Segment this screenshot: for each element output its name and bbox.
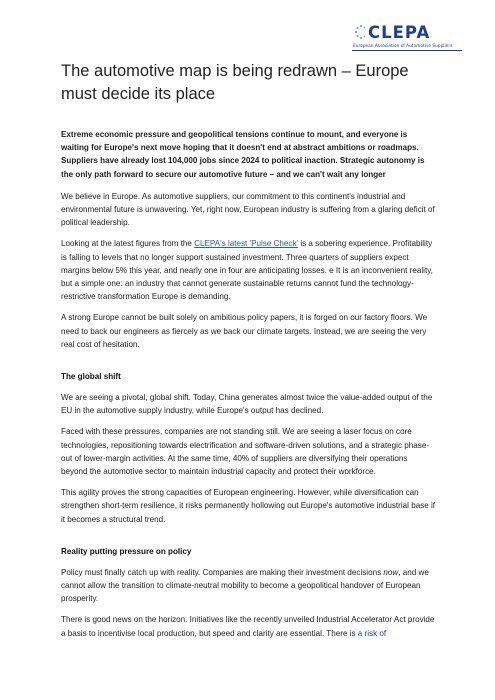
paragraph-text: Looking at the latest figures from the bbox=[61, 239, 195, 249]
paragraph bbox=[61, 566, 436, 606]
logo-rule bbox=[352, 50, 462, 51]
lead-paragraph: Extreme economic pressure and geopolitical tensions continue to mount, and everyone is waiting for Europe's next move hoping that it doesn't end at abstract ambitions or roadmaps. Suppliers have already lost 104,000 jobs since 2024 to political inaction. Strategic autonomy is the only path forward to secure our automotive future – and we can't wait any longer bbox=[61, 130, 425, 179]
clepa-star-icon bbox=[352, 22, 368, 42]
paragraph: Faced with these pressures, companies are not standing still. We are seeing a laser focus on core technologies, repositioning towards electrification and software-driven solutions, and a strategic phase-out of lower-margin activities. At the same time, 40% of suppliers are diversifying their operations beyond the automotive sector to maintain industrial capacity and protect their workforce. bbox=[61, 427, 430, 477]
paragraph bbox=[61, 613, 436, 639]
emphasis-text: now bbox=[383, 567, 399, 577]
paragraph: We believe in Europe. As automotive suppliers, our commitment to this continent's industrial and environmental future is unwavering. Yet, right now, European industry is suffering from a glaring deficit of political leadership. bbox=[61, 191, 435, 228]
paragraph: We are seeing a pivotal, global shift. Today, China generates almost twice the value-added output of the EU in the automotive supply industry, while Europe's output has declined. bbox=[61, 393, 433, 416]
paragraph-text: Policy must finally catch up with reality. Companies are making their investment decisions bbox=[61, 567, 384, 577]
article-body bbox=[61, 128, 436, 648]
paragraph: A strong Europe cannot be built solely on ambitious policy papers, it is forged on our factory floors. We need to back our engineers as fiercely as we back our climate targets. Instead, we are seeing the very real cost of hesitation. bbox=[61, 313, 428, 349]
paragraph bbox=[61, 237, 436, 303]
paragraph-text: There is good news on the horizon. Initiatives like the recently unveiled Industrial Accelerator Act provide a basis to incentivise local production, but speed and clarity are essential. There is bbox=[61, 615, 435, 638]
clepa-logo bbox=[352, 22, 462, 56]
article-title: The automotive map is being redrawn – Europe must decide its place bbox=[61, 62, 409, 103]
logo-tagline: European Association of Automotive Suppliers bbox=[353, 44, 453, 49]
paragraph-text: , and we cannot allow the transition to climate-neutral mobility to become a geopolitical handover of European prosperity. bbox=[61, 567, 429, 604]
paragraph-text: is a sobering experience. Profitability is falling to levels that no longer support sustained investment. Three quarters of suppliers expect margins below 5% this year, and nearly one in four are anticipating losses. e It is an inconvenient reality, but a simple one: an industry that cannot generate sustainable returns cannot fund the technology-restrictive transformation Europe is demanding. bbox=[61, 239, 433, 302]
logo-wordmark: CLEPA bbox=[368, 23, 431, 42]
highlighted-text: a risk of bbox=[357, 628, 387, 638]
section-heading: The global shift bbox=[61, 372, 121, 382]
paragraph: This agility proves the strong capacities of European engineering. However, while diversification can strengthen short-term resilience, it risks permanently hollowing out Europe's automotive industrial base if it becomes a structural trend. bbox=[61, 488, 436, 524]
pulse-check-link[interactable]: CLEPA's latest 'Pulse Check' bbox=[194, 239, 299, 249]
section-heading: Reality putting pressure on policy bbox=[61, 546, 192, 556]
